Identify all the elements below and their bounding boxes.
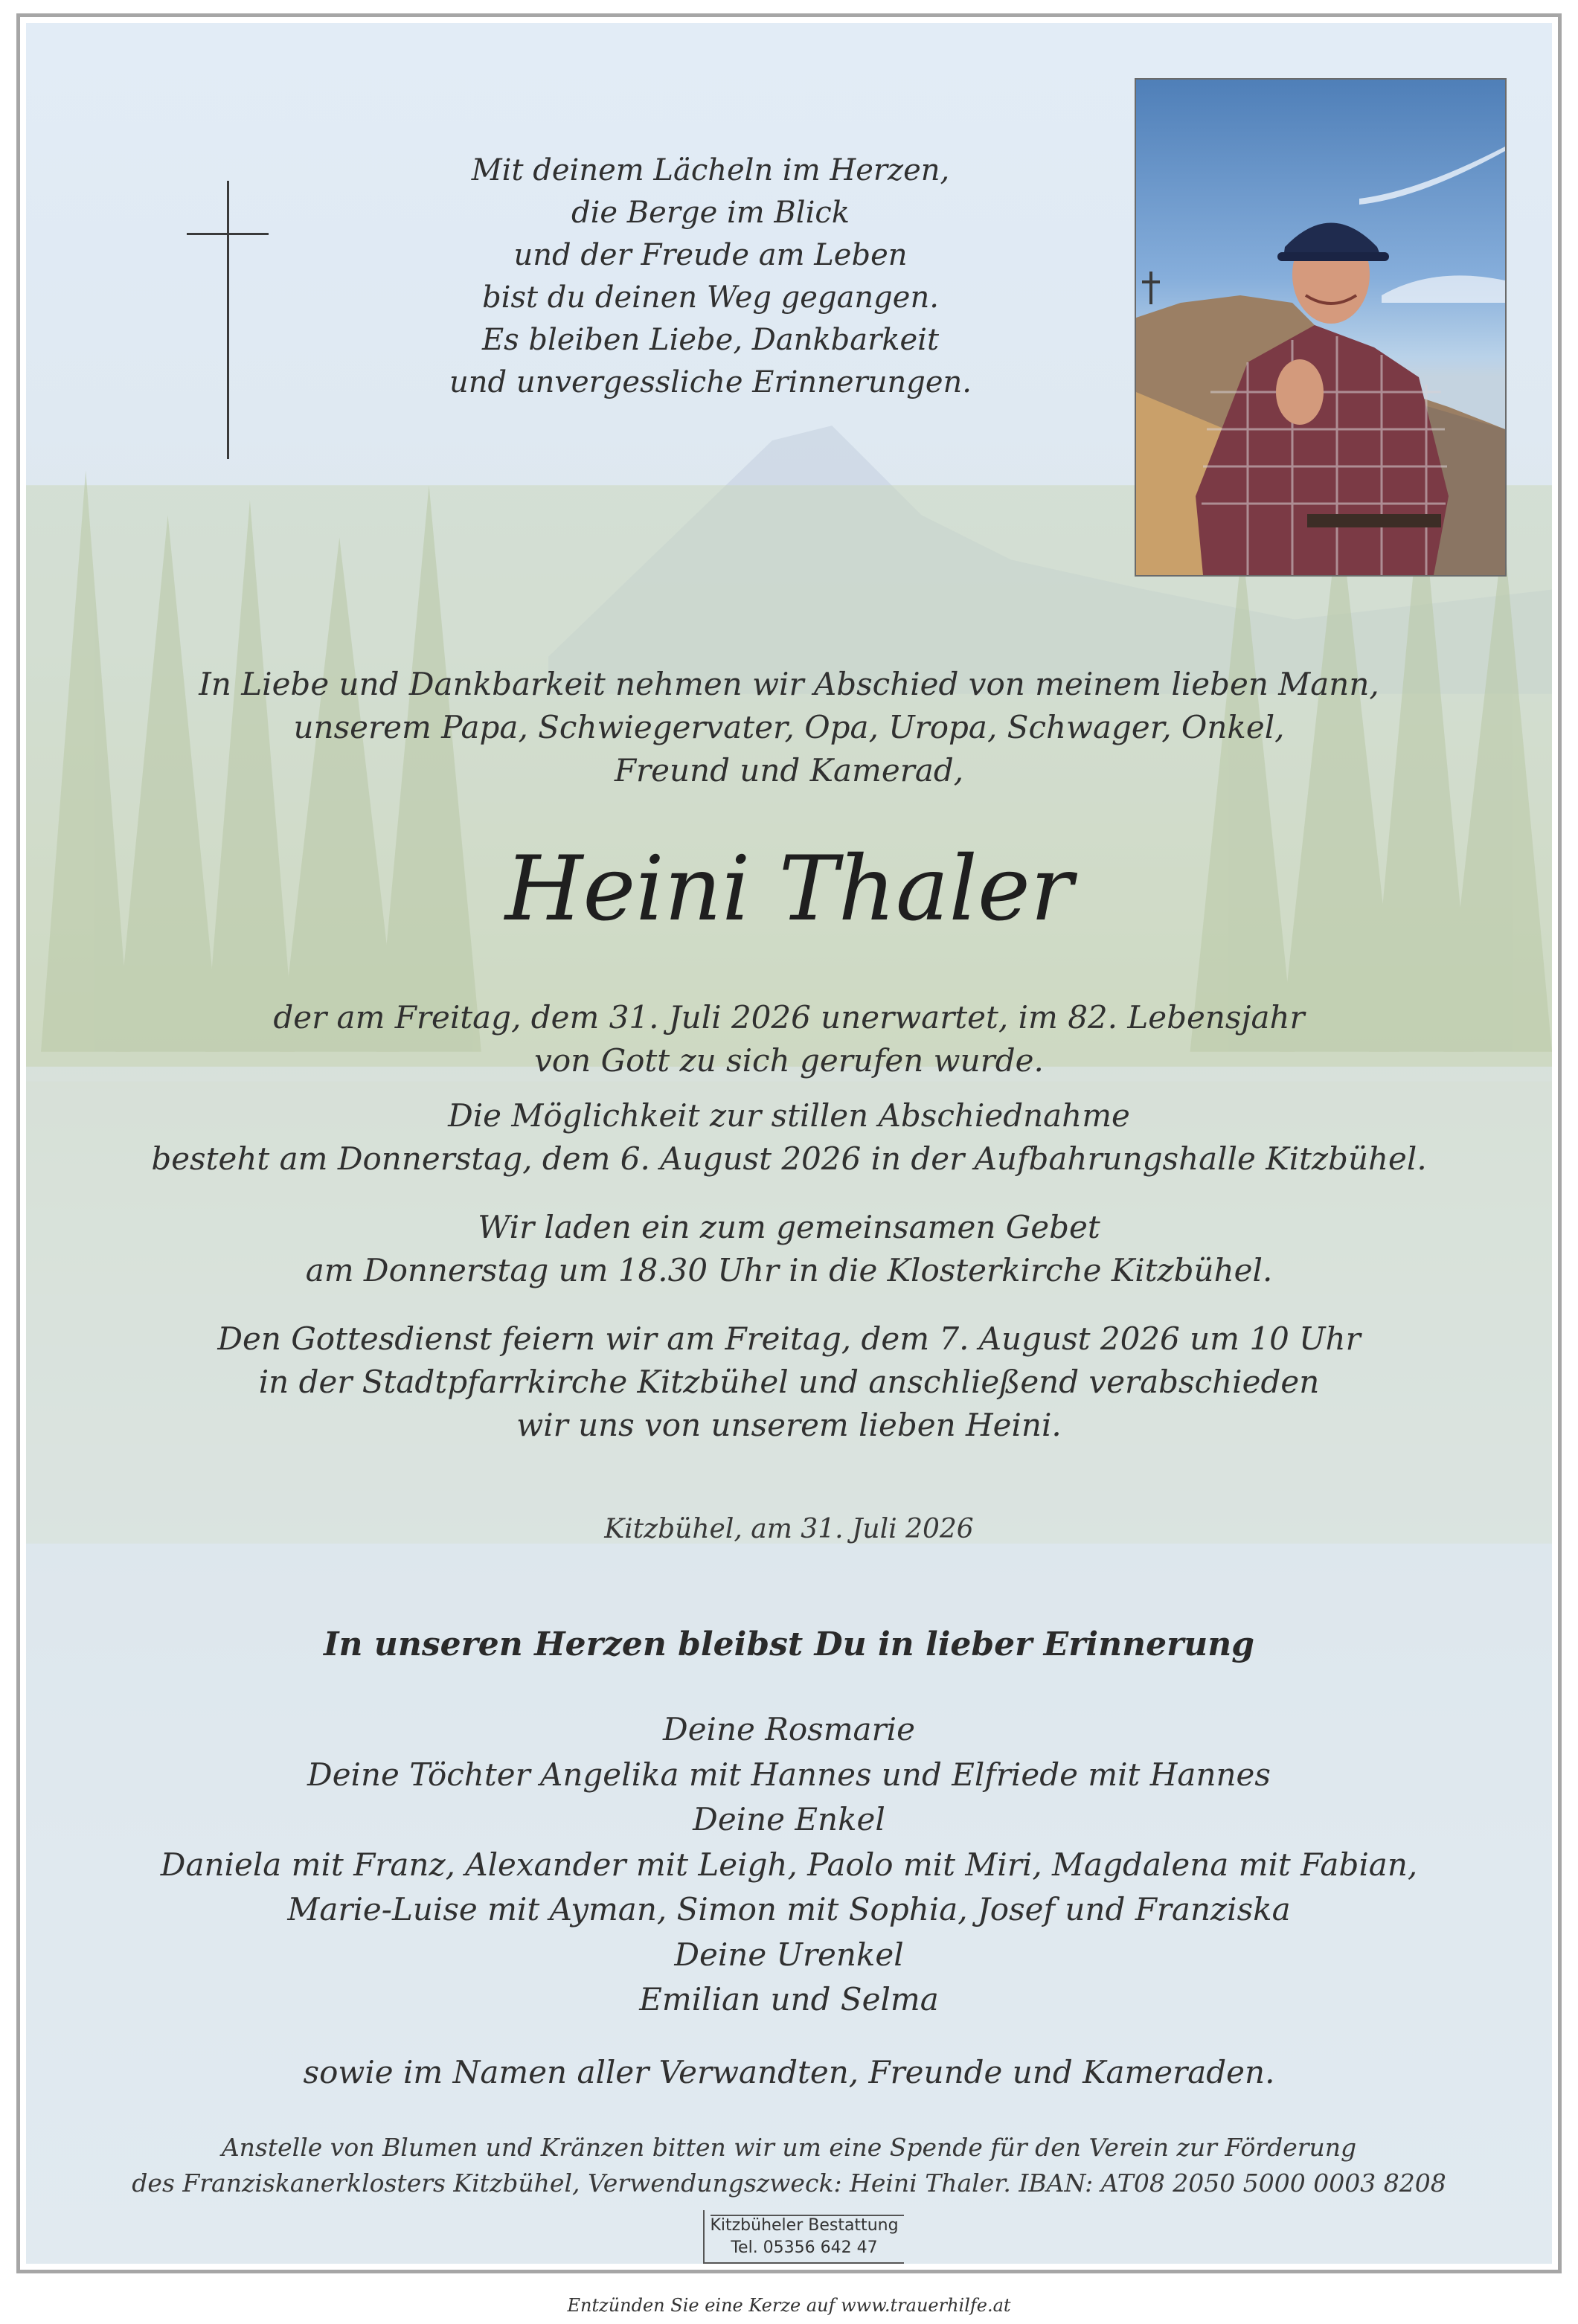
deceased-name: Heini Thaler [504,838,1074,941]
intro-line: Freund und Kamerad, [614,752,964,789]
poem-line: und der Freude am Leben [513,238,908,272]
portrait-illustration [1136,80,1505,575]
paragraph-line: Wir laden ein zum gemeinsamen Gebet [478,1209,1100,1245]
place-date: Kitzbühel, am 31. Juli 2026 [604,1514,974,1544]
prayer-notice [26,1206,1552,1292]
mourner-line: Deine Enkel [693,1801,885,1837]
paragraph-line: am Donnerstag um 18.30 Uhr in die Klosterkirche Kitzbühel. [305,1252,1273,1288]
closing-line: sowie im Namen aller Verwandten, Freunde und Kameraden. [303,2054,1275,2090]
obituary-card [16,13,1562,2273]
paragraph-line: besteht am Donnerstag, dem 6. August 2026 in der Aufbahrungshalle Kitzbühel. [151,1140,1427,1177]
donation-line: Anstelle von Blumen und Kränzen bitten wir um eine Spende für den Verein zur Förderung [221,2133,1357,2162]
service-notice [26,1317,1552,1447]
intro-line: unserem Papa, Schwiegervater, Opa, Uropa, Schwager, Onkel, [293,709,1285,745]
paragraph-line: der am Freitag, dem 31. Juli 2026 unerwartet, im 82. Lebensjahr [273,999,1305,1036]
paragraph-line: von Gott zu sich gerufen wurde. [534,1042,1044,1079]
death-notice [26,996,1552,1082]
mourner-line: Deine Urenkel [674,1936,904,1973]
mourner-line: Emilian und Selma [639,1981,939,2018]
portrait-photo [1135,78,1507,577]
undertaker-name: Kitzbüheler Bestattung [710,2216,899,2235]
mourner-line: Deine Rosmarie [663,1711,915,1747]
cross-icon [227,181,229,459]
poem-line: die Berge im Blick [571,196,850,230]
mourner-line: Daniela mit Franz, Alexander mit Leigh, Paolo mit Miri, Magdalena mit Fabian, [160,1846,1418,1883]
donation-notice [26,2130,1552,2201]
cross-icon-bar [187,233,269,235]
poem-line: bist du deinen Weg gegangen. [482,280,939,315]
obituary-paper [26,23,1552,2264]
undertaker-phone: Tel. 05356 642 47 [731,2238,878,2257]
viewing-notice [26,1094,1552,1181]
mourners-list [26,1707,1552,2023]
paragraph-line: Den Gottesdienst feiern wir am Freitag, dem 7. August 2026 um 10 Uhr [217,1320,1361,1357]
mourner-line: Deine Töchter Angelika mit Hannes und Elfriede mit Hannes [307,1756,1271,1793]
undertaker-logo [703,2210,904,2264]
mourner-line: Marie-Luise mit Ayman, Simon mit Sophia, Josef und Franziska [287,1891,1291,1927]
intro-text [26,663,1552,792]
intro-line: In Liebe und Dankbarkeit nehmen wir Abschied von meinem lieben Mann, [199,666,1379,702]
paragraph-line: in der Stadtpfarrkirche Kitzbühel und anschließend verabschieden [258,1364,1320,1400]
paragraph-line: Die Möglichkeit zur stillen Abschiednahme [448,1097,1130,1134]
poem [413,150,1008,404]
mourners-heading: In unseren Herzen bleibst Du in lieber Erinnerung [323,1625,1255,1663]
donation-line: des Franziskanerklosters Kitzbühel, Verwendungszweck: Heini Thaler. IBAN: AT08 2050 5000 0003 8208 [132,2169,1446,2198]
candle-footer-link[interactable]: Entzünden Sie eine Kerze auf www.trauerhilfe.at [567,2295,1011,2316]
poem-line: Es bleiben Liebe, Dankbarkeit [481,323,940,357]
poem-line: Mit deinem Lächeln im Herzen, [471,153,950,187]
poem-line: und unvergessliche Erinnerungen. [449,365,972,399]
paragraph-line: wir uns von unserem lieben Heini. [516,1407,1062,1443]
